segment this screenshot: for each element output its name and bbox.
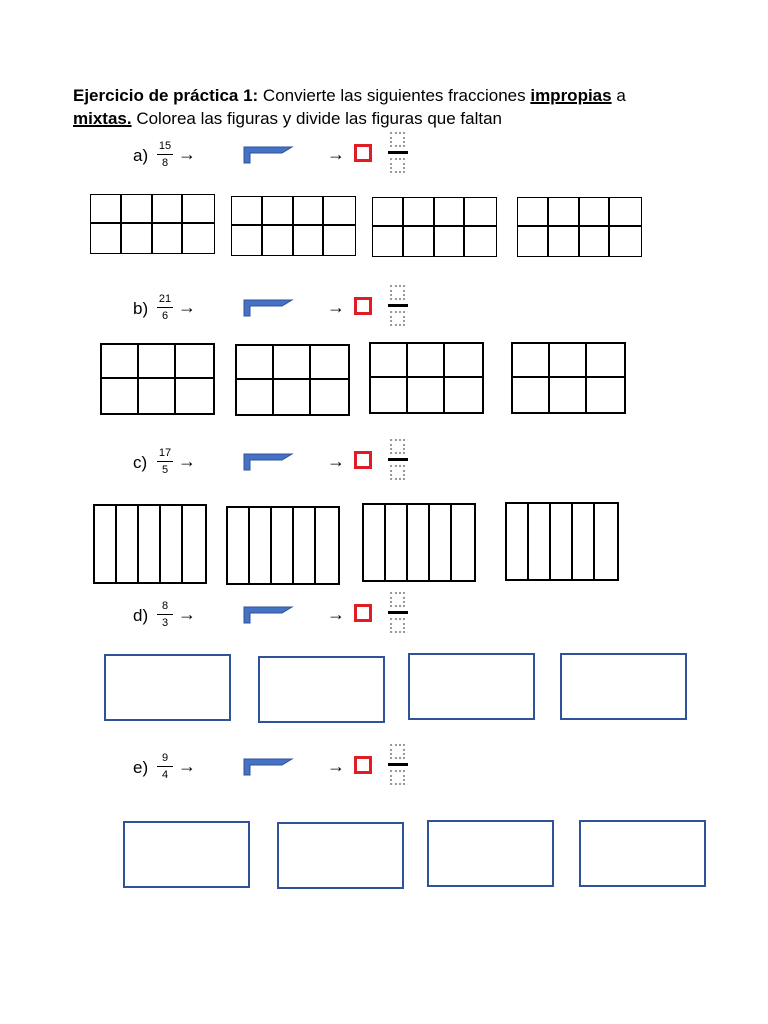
exercise-row-e <box>0 750 768 794</box>
improper-fraction <box>156 752 174 781</box>
fraction-figure-d-3[interactable] <box>408 653 535 720</box>
exercise-letter: e) <box>133 758 149 777</box>
improper-fraction <box>156 293 174 322</box>
figure-part[interactable] <box>580 227 611 256</box>
figure-part[interactable] <box>595 504 617 579</box>
figure-part[interactable] <box>274 380 311 414</box>
figure-part[interactable] <box>465 198 496 227</box>
whole-number-answer-box[interactable] <box>354 451 372 469</box>
figure-part[interactable] <box>161 506 183 582</box>
figure-part[interactable] <box>580 198 611 227</box>
fraction-numerator: 21 <box>158 293 172 305</box>
arrow-right-icon: → <box>178 604 196 624</box>
fraction-figure-c-3[interactable] <box>362 503 476 582</box>
instructions-text-1: Convierte las siguientes fracciones <box>258 86 531 105</box>
blue-flag-shape-icon <box>242 603 294 625</box>
figure-part[interactable] <box>91 224 122 253</box>
figure-part[interactable] <box>263 226 294 255</box>
figure-part[interactable] <box>237 380 274 414</box>
mixed-fraction-placeholder <box>388 592 408 634</box>
keyword-mixtas: mixtas. <box>73 109 132 128</box>
exercise-title: Ejercicio de práctica 1: <box>73 86 259 105</box>
fraction-figure-e-2[interactable] <box>277 822 404 889</box>
fraction-figure-a-3[interactable] <box>372 197 497 257</box>
figure-part[interactable] <box>294 197 325 226</box>
fraction-denominator: 5 <box>161 464 169 476</box>
exercise-row-b <box>0 291 768 335</box>
denominator-answer-box[interactable] <box>390 770 405 785</box>
figure-part[interactable] <box>373 198 404 227</box>
figure-part[interactable] <box>435 227 466 256</box>
figure-part[interactable] <box>550 378 587 412</box>
fraction-figure-e-4[interactable] <box>579 820 706 887</box>
figure-part[interactable] <box>139 506 161 582</box>
figure-part[interactable] <box>551 504 573 579</box>
figure-part[interactable] <box>95 506 117 582</box>
figure-part[interactable] <box>183 506 205 582</box>
figure-part[interactable] <box>176 345 213 379</box>
fraction-figure-b-4[interactable] <box>511 342 626 414</box>
fraction-numerator: 17 <box>158 447 172 459</box>
mixed-fraction-placeholder <box>388 285 408 327</box>
fraction-bar <box>157 461 173 462</box>
numerator-answer-box[interactable] <box>390 592 405 607</box>
blue-flag-shape-icon <box>242 296 294 318</box>
mixed-fraction-placeholder <box>388 132 408 174</box>
fraction-bar <box>157 766 173 767</box>
exercise-letter: b) <box>133 299 149 318</box>
exercise-row-a <box>0 138 768 182</box>
fraction-figure-b-2[interactable] <box>235 344 350 416</box>
figure-part[interactable] <box>373 227 404 256</box>
figure-part[interactable] <box>263 197 294 226</box>
denominator-answer-box[interactable] <box>390 618 405 633</box>
fraction-bar <box>157 154 173 155</box>
figure-part[interactable] <box>316 508 338 583</box>
figure-part[interactable] <box>408 378 445 412</box>
figure-part[interactable] <box>232 226 263 255</box>
figure-part[interactable] <box>529 504 551 579</box>
fraction-figure-d-1[interactable] <box>104 654 231 721</box>
fraction-bar <box>388 151 408 154</box>
fraction-bar <box>157 307 173 308</box>
figure-part[interactable] <box>250 508 272 583</box>
arrow-right-icon: → <box>327 756 345 776</box>
fraction-figure-d-2[interactable] <box>258 656 385 723</box>
exercise-row-d <box>0 598 768 642</box>
figure-part[interactable] <box>549 198 580 227</box>
fraction-bar <box>388 304 408 307</box>
figure-part[interactable] <box>91 195 122 224</box>
arrow-right-icon: → <box>178 451 196 471</box>
figure-part[interactable] <box>573 504 595 579</box>
arrow-right-icon: → <box>327 297 345 317</box>
fraction-figure-d-4[interactable] <box>560 653 687 720</box>
numerator-answer-box[interactable] <box>390 132 405 147</box>
instructions-text-2: a <box>611 86 626 105</box>
figure-part[interactable] <box>513 344 550 378</box>
numerator-answer-box[interactable] <box>390 439 405 454</box>
figure-part[interactable] <box>465 227 496 256</box>
figure-part[interactable] <box>311 346 348 380</box>
fraction-denominator: 3 <box>161 617 169 629</box>
fraction-figure-e-3[interactable] <box>427 820 554 887</box>
fraction-figure-b-3[interactable] <box>369 342 484 414</box>
blue-flag-shape-icon <box>242 755 294 777</box>
fraction-denominator: 4 <box>161 769 169 781</box>
whole-number-answer-box[interactable] <box>354 604 372 622</box>
fraction-numerator: 15 <box>158 140 172 152</box>
figure-part[interactable] <box>435 198 466 227</box>
numerator-answer-box[interactable] <box>390 744 405 759</box>
figure-part[interactable] <box>549 227 580 256</box>
mixed-fraction-placeholder <box>388 744 408 786</box>
figure-part[interactable] <box>408 505 430 580</box>
fraction-figure-a-2[interactable] <box>231 196 356 256</box>
exercise-letter: c) <box>133 453 148 472</box>
figure-part[interactable] <box>294 226 325 255</box>
figure-part[interactable] <box>272 508 294 583</box>
figure-part[interactable] <box>445 378 482 412</box>
fraction-bar <box>388 763 408 766</box>
fraction-denominator: 8 <box>161 157 169 169</box>
figure-part[interactable] <box>507 504 529 579</box>
figure-part[interactable] <box>183 224 214 253</box>
blue-flag-shape-icon <box>242 143 294 165</box>
fraction-figure-c-1[interactable] <box>93 504 207 584</box>
figure-part[interactable] <box>102 345 139 379</box>
keyword-impropias: impropias <box>530 86 612 105</box>
figure-part[interactable] <box>324 226 355 255</box>
figure-part[interactable] <box>122 224 153 253</box>
figure-part[interactable] <box>587 378 624 412</box>
figure-part[interactable] <box>274 346 311 380</box>
fraction-figure-c-2[interactable] <box>226 506 340 585</box>
exercise-letter: d) <box>133 606 149 625</box>
figure-part[interactable] <box>139 345 176 379</box>
denominator-answer-box[interactable] <box>390 311 405 326</box>
exercise-row-c <box>0 445 768 489</box>
arrow-right-icon: → <box>327 604 345 624</box>
figure-part[interactable] <box>364 505 386 580</box>
arrow-right-icon: → <box>327 451 345 471</box>
figure-part[interactable] <box>117 506 139 582</box>
figure-part[interactable] <box>153 224 184 253</box>
figure-part[interactable] <box>408 344 445 378</box>
mixed-fraction-placeholder <box>388 439 408 481</box>
figure-part[interactable] <box>139 379 176 413</box>
figure-part[interactable] <box>228 508 250 583</box>
figure-part[interactable] <box>371 344 408 378</box>
fraction-figure-c-4[interactable] <box>505 502 619 581</box>
figure-part[interactable] <box>237 346 274 380</box>
figure-part[interactable] <box>610 198 641 227</box>
denominator-answer-box[interactable] <box>390 158 405 173</box>
blue-flag-shape-icon <box>242 450 294 472</box>
figure-part[interactable] <box>324 197 355 226</box>
arrow-right-icon: → <box>178 144 196 164</box>
figure-part[interactable] <box>311 380 348 414</box>
whole-number-answer-box[interactable] <box>354 144 372 162</box>
instructions <box>73 84 713 130</box>
figure-part[interactable] <box>430 505 452 580</box>
fraction-figure-a-4[interactable] <box>517 197 642 257</box>
figure-part[interactable] <box>518 227 549 256</box>
fraction-figure-e-1[interactable] <box>123 821 250 888</box>
figure-part[interactable] <box>102 379 139 413</box>
fraction-numerator: 8 <box>161 600 169 612</box>
figure-part[interactable] <box>518 198 549 227</box>
figure-part[interactable] <box>513 378 550 412</box>
fraction-denominator: 6 <box>161 310 169 322</box>
figure-part[interactable] <box>445 344 482 378</box>
improper-fraction <box>156 447 174 476</box>
figure-part[interactable] <box>176 379 213 413</box>
figure-part[interactable] <box>404 198 435 227</box>
fraction-bar <box>388 458 408 461</box>
figure-part[interactable] <box>294 508 316 583</box>
figure-part[interactable] <box>232 197 263 226</box>
figure-part[interactable] <box>452 505 474 580</box>
improper-fraction <box>156 600 174 629</box>
figure-part[interactable] <box>550 344 587 378</box>
whole-number-answer-box[interactable] <box>354 756 372 774</box>
fraction-numerator: 9 <box>161 752 169 764</box>
improper-fraction <box>156 140 174 169</box>
arrow-right-icon: → <box>178 756 196 776</box>
fraction-figure-a-1[interactable] <box>90 194 215 254</box>
figure-part[interactable] <box>153 195 184 224</box>
whole-number-answer-box[interactable] <box>354 297 372 315</box>
figure-part[interactable] <box>587 344 624 378</box>
figure-part[interactable] <box>122 195 153 224</box>
figure-part[interactable] <box>610 227 641 256</box>
fraction-bar <box>157 614 173 615</box>
fraction-bar <box>388 611 408 614</box>
figure-part[interactable] <box>404 227 435 256</box>
arrow-right-icon: → <box>327 144 345 164</box>
figure-part[interactable] <box>183 195 214 224</box>
numerator-answer-box[interactable] <box>390 285 405 300</box>
instructions-text-3: Colorea las figuras y divide las figuras que faltan <box>131 109 503 128</box>
figure-part[interactable] <box>386 505 408 580</box>
exercise-letter: a) <box>133 146 149 165</box>
figure-part[interactable] <box>371 378 408 412</box>
denominator-answer-box[interactable] <box>390 465 405 480</box>
arrow-right-icon: → <box>178 297 196 317</box>
fraction-figure-b-1[interactable] <box>100 343 215 415</box>
